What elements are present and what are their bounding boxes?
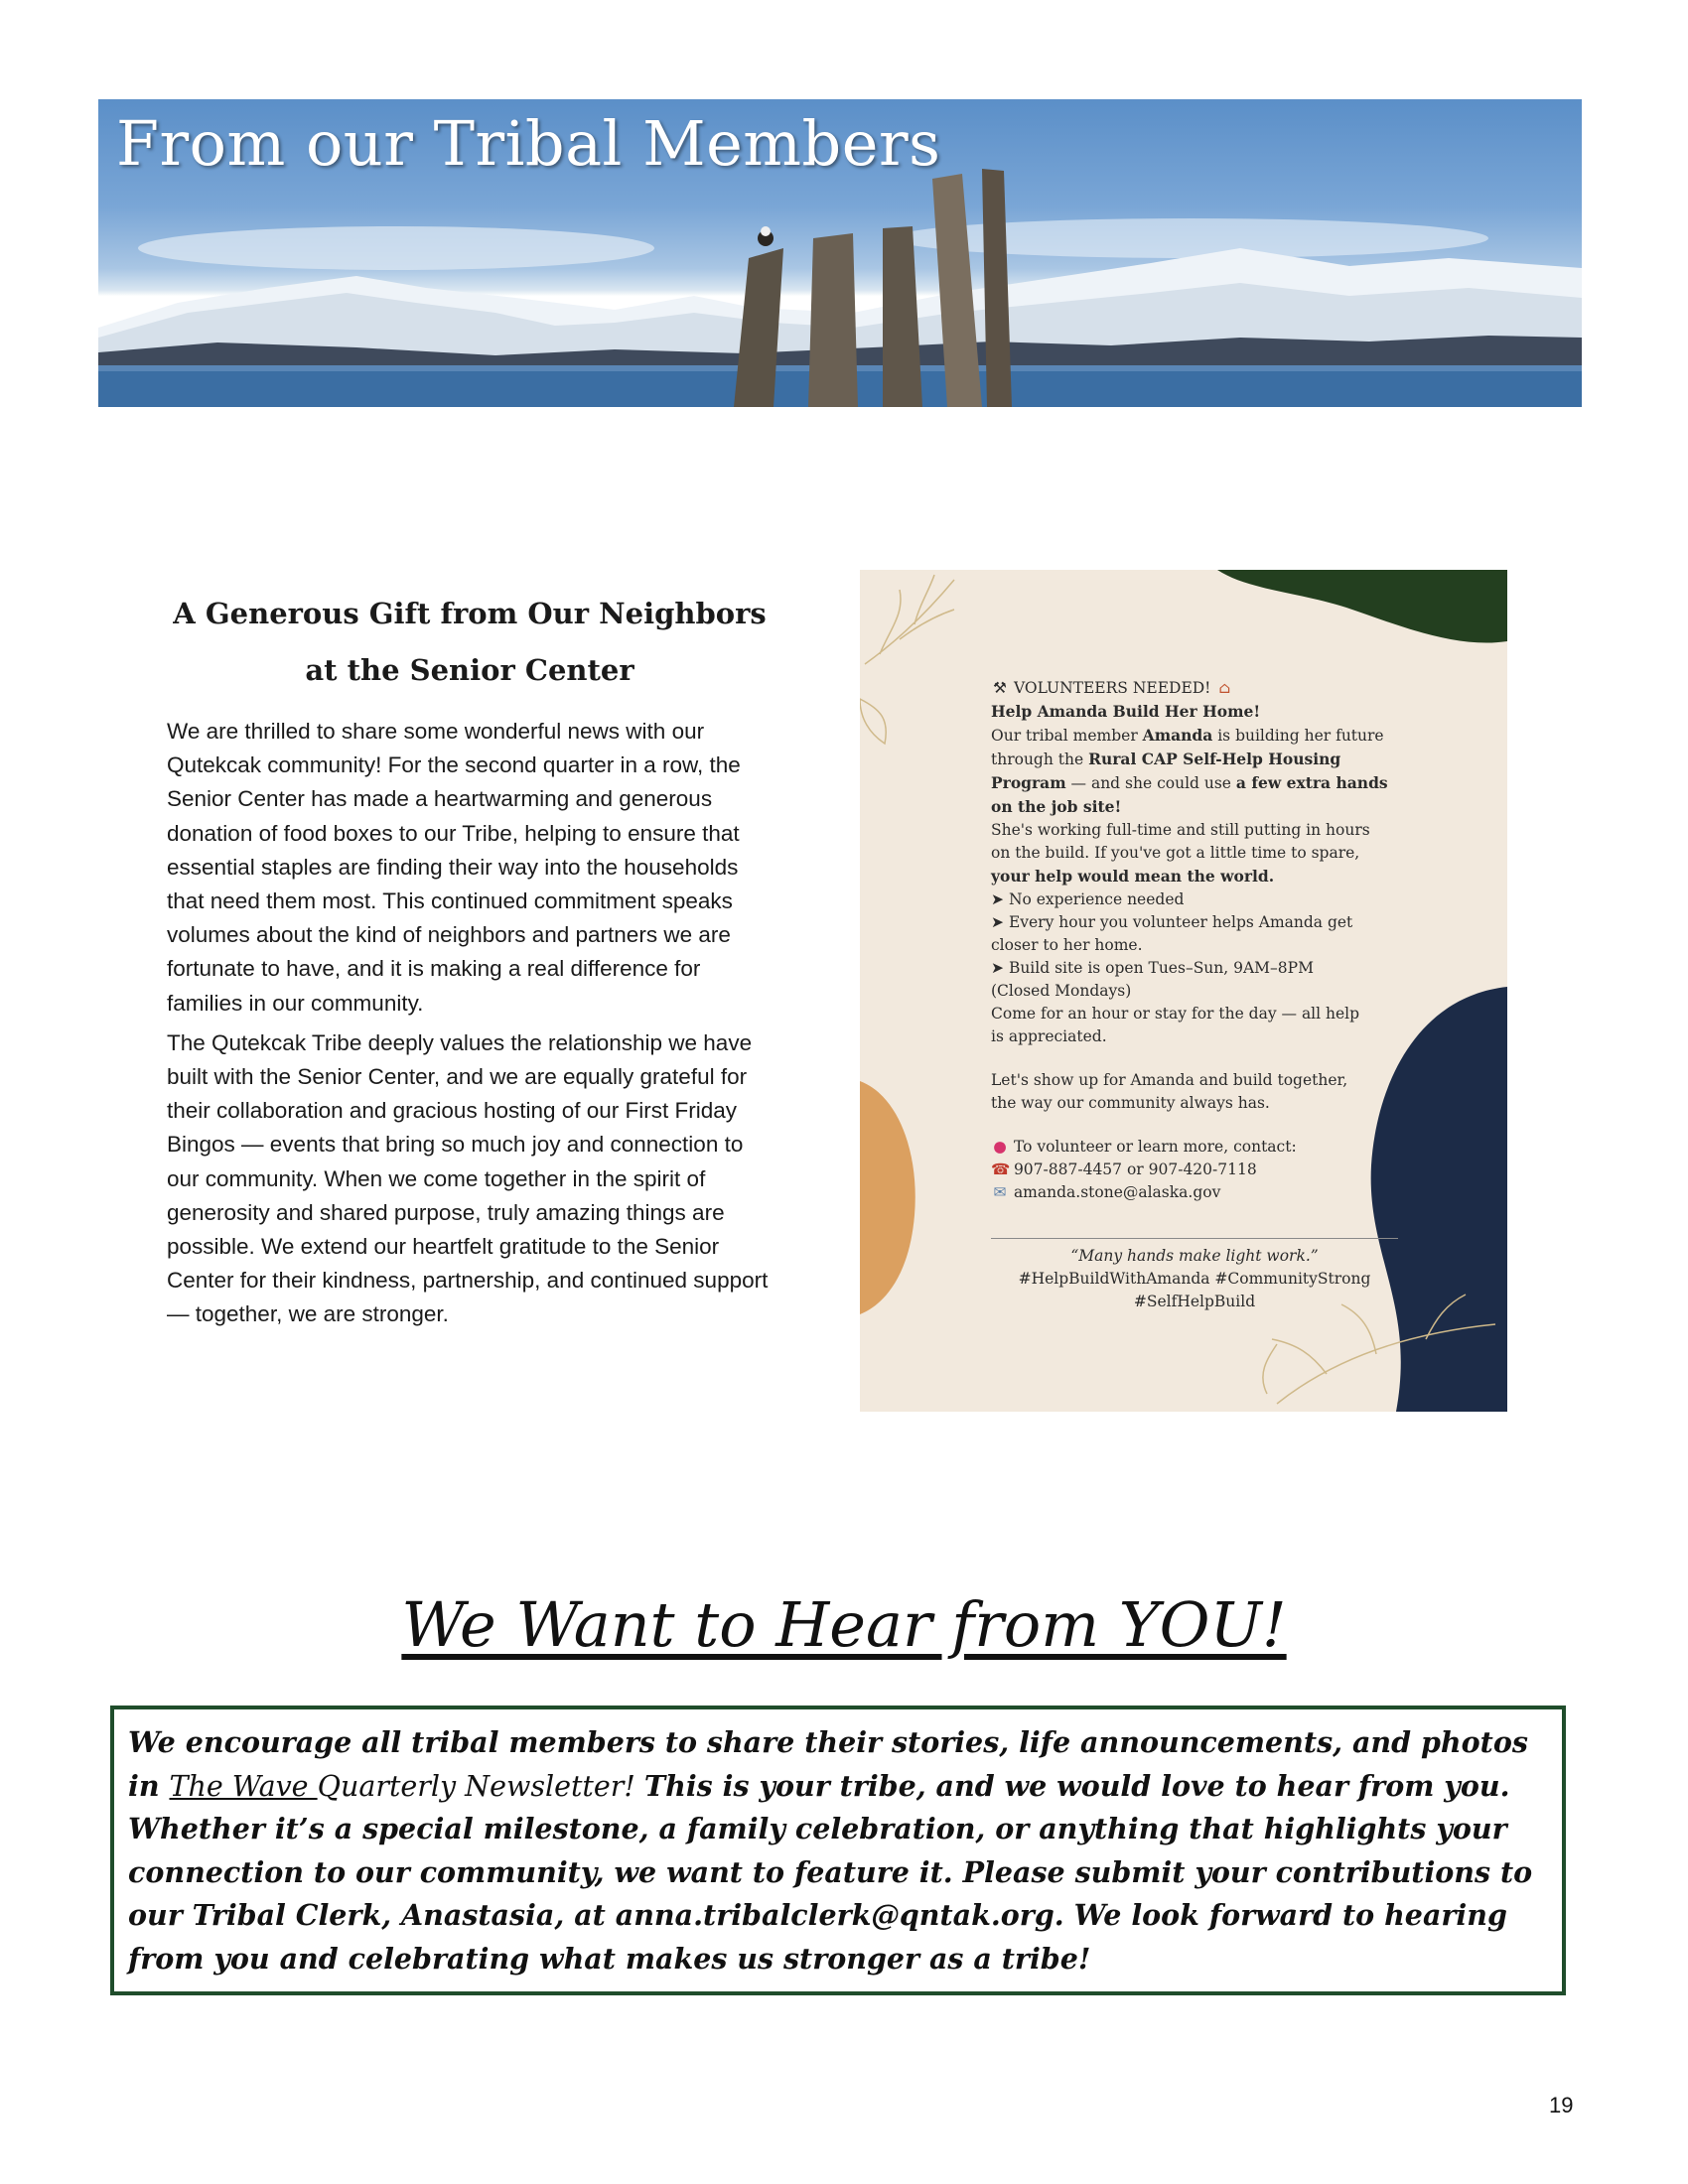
flyer-intro-site: on the job site!	[991, 797, 1122, 816]
flyer-showup-2: the way our community always has.	[991, 1094, 1270, 1112]
flyer-divider	[991, 1238, 1398, 1239]
hear-text-a: We encourage all tribal members to share their stories, life announcements, and photos in	[128, 1725, 1528, 1803]
article-heading-line1: A Generous Gift from Our Neighbors	[173, 597, 767, 630]
flyer-working-2: on the build. If you've got a little time to spare,	[991, 844, 1360, 862]
arrow-bullet-icon: ➤	[991, 959, 1004, 977]
flyer-working-1: She's working full-time and still putting in hours	[991, 821, 1370, 839]
flyer-showup-1: Let's show up for Amanda and build together,	[991, 1071, 1348, 1089]
article-body	[167, 715, 773, 1338]
flyer-hashtags-2: #SelfHelpBuild	[1133, 1293, 1256, 1310]
article-heading-line2: at the Senior Center	[305, 653, 634, 687]
flyer-bullet-2a: Every hour you volunteer helps Amanda get	[1008, 913, 1353, 931]
flyer-intro-d: — and she could use	[1065, 774, 1236, 792]
flyer-contact-label: To volunteer or learn more, contact:	[1013, 1138, 1297, 1156]
phone-icon: ☎	[991, 1160, 1011, 1178]
flyer-intro-c: through the	[991, 751, 1089, 768]
flyer-bullet-3a: Build site is open Tues–Sun, 9AM–8PM	[1008, 959, 1314, 977]
flyer-intro-hands: a few extra hands	[1235, 773, 1388, 792]
flyer-come-1: Come for an hour or stay for the day — all help	[991, 1005, 1360, 1023]
flyer-bullet-2b: closer to her home.	[991, 936, 1143, 954]
article-paragraph-1: We are thrilled to share some wonderful news with our Qutekcak community! For the second quarter in a row, the Senior Center has made a heartwarming and generous donation of food boxes to our Tribe, helping to ensure that essential staples are finding their way into the households that need them most. This continued commitment speaks volumes about the kind of neighbors and partners we are fortunate to have, and it is making a real difference for families in our community.	[167, 719, 741, 1016]
flyer-hashtags-1: #HelpBuildWithAmanda #CommunityStrong	[1018, 1270, 1371, 1288]
arrow-bullet-icon: ➤	[991, 913, 1004, 931]
flyer-headline: VOLUNTEERS NEEDED!	[1013, 679, 1211, 697]
flyer-quote: “Many hands make light work.”	[1070, 1247, 1319, 1265]
hear-box	[110, 1706, 1566, 1995]
flyer-phone: 907-887-4457 or 907-420-7118	[1013, 1160, 1257, 1178]
flyer-email: amanda.stone@alaska.gov	[1013, 1183, 1221, 1201]
banner-title: From our Tribal Members	[116, 107, 941, 180]
pin-icon: ●	[993, 1138, 1007, 1156]
flyer-bullet-1: No experience needed	[1008, 890, 1185, 908]
flyer-come-2: is appreciated.	[991, 1027, 1107, 1045]
article-paragraph-2: The Qutekcak Tribe deeply values the relationship we have built with the Senior Center, and we are equally grateful for their collaboration and gracious hosting of our First Friday Bingos — events that bring so much joy and connection to our community. When we come together in the spirit of generosity and shared purpose, truly amazing things are possible. We extend our heartfelt gratitude to the Senior Center for their kindness, partnership, and continued support — together, we are stronger.	[167, 1029, 769, 1327]
article-heading	[167, 586, 773, 699]
header-banner	[98, 99, 1582, 407]
page-number: 19	[1549, 2093, 1574, 2117]
house-icon: ⌂	[1218, 679, 1231, 697]
arrow-bullet-icon: ➤	[991, 890, 1004, 908]
flyer-intro-name: Amanda	[1142, 726, 1213, 745]
flyer-text	[991, 677, 1408, 1204]
email-icon: ✉	[993, 1183, 1007, 1201]
newsletter-name: The Wave	[169, 1769, 318, 1803]
volunteer-flyer	[860, 570, 1507, 1412]
hammer-wrench-icon: ⚒	[993, 679, 1007, 697]
hear-text-b: Quarterly Newsletter!	[317, 1769, 644, 1803]
flyer-intro-a: Our tribal member	[991, 727, 1143, 745]
flyer-intro-b: is building her future	[1212, 727, 1384, 745]
flyer-footer	[991, 1245, 1398, 1313]
hear-text-c: This is your tribe, and we would love to hear from you. Whether it’s a special milestone, a family celebration, or anything that highlights your connection to our community, we want to feature it. Please submit your contributions to our Tribal Clerk, Anastasia, at anna.tribalclerk@qntak.org. We look forward to hearing from you and celebrating what makes us stronger as a tribe!	[128, 1768, 1533, 1976]
flyer-bullet-3b: (Closed Mondays)	[991, 982, 1132, 1000]
flyer-subhead: Help Amanda Build Her Home!	[991, 702, 1261, 721]
flyer-intro-program: Rural CAP Self-Help Housing	[1088, 750, 1341, 768]
hear-title: We Want to Hear from YOU!	[401, 1588, 1287, 1661]
flyer-intro-program2: Program	[991, 773, 1066, 792]
flyer-working-3: your help would mean the world.	[991, 867, 1275, 886]
